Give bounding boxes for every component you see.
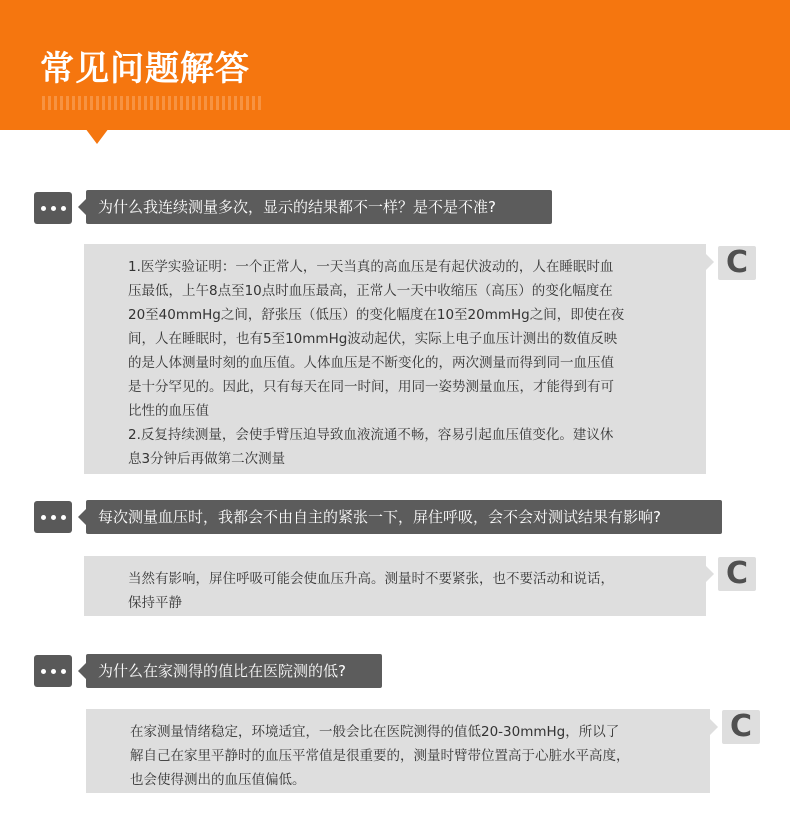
answer-1-line: 比性的血压值 [128, 403, 209, 419]
question-dots-icon [34, 501, 72, 533]
answer-1-line: 的是人体测量时刻的血压值。人体血压是不断变化的，两次测量而得到同一血压值 [128, 355, 614, 371]
answer-3-line: 在家测量情绪稳定，环境适宜，一般会比在医院测得的值低20-30mmHg，所以了 [130, 724, 620, 740]
question-dots-icon [34, 655, 72, 687]
answer-1 [84, 244, 706, 474]
answer-2 [84, 556, 706, 616]
question-1: 为什么我连续测量多次，显示的结果都不一样？是不是不准? [86, 190, 552, 224]
answer-3-line: 解自己在家里平静时的血压平常值是很重要的，测量时臂带位置高于心脏水平高度， [130, 748, 630, 764]
answer-2-line: 保持平静 [128, 595, 182, 611]
question-dots-icon [34, 192, 72, 224]
answer-2-line: 当然有影响，屏住呼吸可能会使血压升高。测量时不要紧张，也不要活动和说话， [128, 571, 614, 587]
answer-c-icon: C [722, 710, 760, 744]
answer-1-line: 是十分罕见的。因此，只有每天在同一时间，用同一姿势测量血压，才能得到有可 [128, 379, 614, 395]
answer-1-line: 1.医学实验证明：一个正常人，一天当真的高血压是有起伏波动的，人在睡眠时血 [128, 259, 614, 275]
page-title: 常见问题解答 [40, 49, 250, 89]
answer-3 [86, 709, 710, 793]
answer-1-line: 息3分钟后再做第二次测量 [128, 451, 286, 467]
answer-c-icon: C [718, 246, 756, 280]
answer-1-line: 2.反复持续测量，会使手臂压迫导致血液流通不畅，容易引起血压值变化。建议休 [128, 427, 614, 443]
question-2: 每次测量血压时，我都会不由自主的紧张一下，屏住呼吸，会不会对测试结果有影响? [86, 500, 722, 534]
answer-3-line: 也会使得测出的血压值偏低。 [130, 772, 306, 788]
answer-1-line: 压最低，上午8点至10点时血压最高，正常人一天中收缩压（高压）的变化幅度在 [128, 283, 613, 299]
question-3: 为什么在家测得的值比在医院测的低? [86, 654, 382, 688]
header-banner [0, 0, 790, 130]
title-decoration [42, 96, 262, 110]
banner-pointer [85, 128, 109, 144]
answer-1-line: 间，人在睡眠时，也有5至10mmHg波动起伏，实际上电子血压计测出的数值反映 [128, 331, 618, 347]
answer-1-line: 20至40mmHg之间，舒张压（低压）的变化幅度在10至20mmHg之间，即使在夜 [128, 307, 625, 323]
answer-c-icon: C [718, 557, 756, 591]
